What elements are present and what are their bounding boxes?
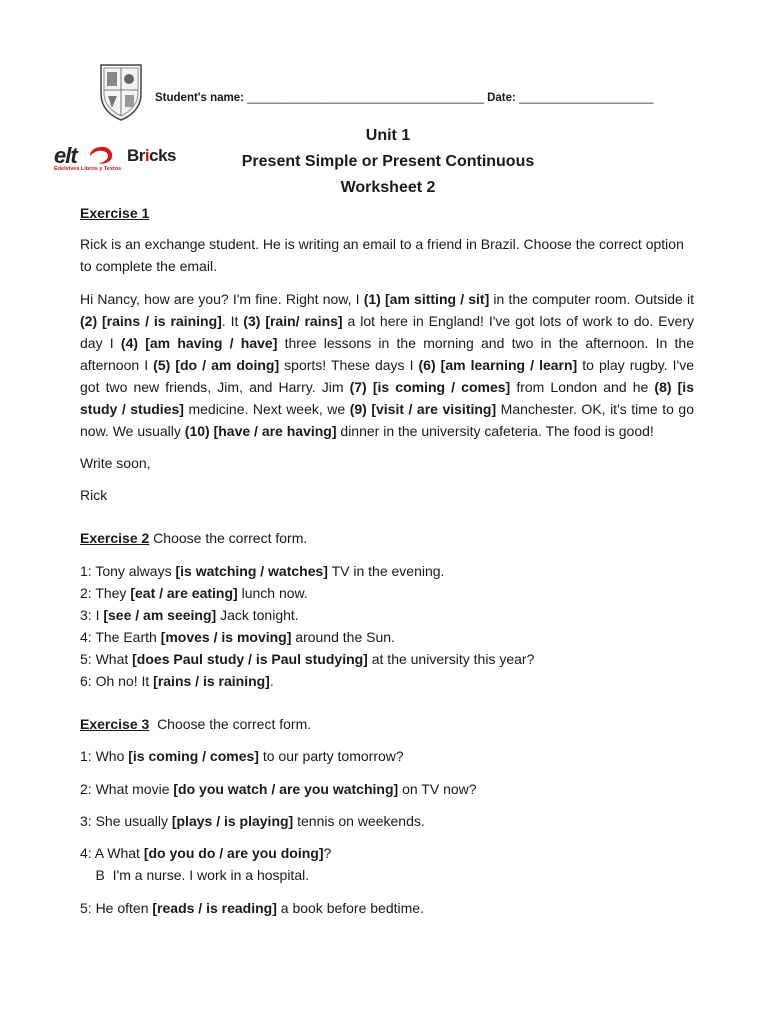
answer-option[interactable]: [moves / is moving] [160,629,292,645]
text-segment: TV in the evening. [327,563,445,579]
answer-option[interactable]: (1) [am sitting / sit] [363,291,490,307]
text-segment: 4: The Earth [80,629,161,645]
exercise-2-list [80,560,694,692]
exercise-2-item [80,560,694,582]
text-segment: at the university this year? [367,651,535,667]
topic-title: Present Simple or Present Continuous [241,153,535,170]
exercise-3-item-4a [80,842,694,864]
text-segment: sports! These days I [279,357,419,373]
text-segment: three lessons in the morning and two in the afternoon. In the afternoon I [80,335,694,373]
exercise-3-heading: Exercise 3 [80,716,150,732]
student-name-blank[interactable]: _____________________________________ [247,92,484,104]
text-segment: medicine. Next week, we [183,401,350,417]
text-segment: 6: Oh no! It [80,673,154,689]
exercise-2-heading: Exercise 2 [80,530,150,546]
answer-option[interactable]: [rains / is raining] [153,673,270,689]
exercise-1-intro: Rick is an exchange student. He is writing an email to a friend in Brazil. Choose the correct option to complete the email. [80,236,684,274]
answer-option[interactable]: (3) [rain/ rains] [243,313,343,329]
bricks-logo-part1: Br [127,146,145,165]
text-segment: in the computer room. Outside it [489,291,694,307]
exercise-3-item-3 [80,810,694,832]
text-segment: to play rugby. I've got two new friends, Jim, and Harry. Jim [80,357,694,395]
answer-option[interactable]: (9) [visit / are visiting] [349,401,497,417]
text-segment: dinner in the university cafeteria. The food is good! [336,423,654,439]
text-segment: around the Sun. [291,629,395,645]
exercise-1-heading: Exercise 1 [80,205,150,221]
exercise-2-item [80,582,694,604]
bricks-logo-i: i [144,146,150,165]
exercise-1-email [80,288,694,442]
answer-option[interactable]: (2) [rains / is raining] [80,313,222,329]
text-segment: Hi Nancy, how are you? I'm fine. Right now, I [80,291,364,307]
text-segment: 1: Tony always [80,563,176,579]
text-segment: 3: I [80,607,104,623]
answer-option[interactable]: (10) [have / are having] [184,423,337,439]
text-segment: 3: She usually [80,813,172,829]
text-segment: 2: They [80,585,131,601]
student-info-line [155,92,653,104]
exercise-2-item [80,626,694,648]
answer-option[interactable]: [do you watch / are you watching] [173,781,399,797]
answer-option[interactable]: [see / am seeing] [103,607,217,623]
elt-logo-word: elt [54,143,77,168]
text-segment: to our party tomorrow? [258,748,404,764]
elt-logo-subtitle: Edelvives Libros y Textos [54,166,122,172]
text-segment: a lot here in England! I've got lots of work to do. Every day I [80,313,694,351]
exercise-2-heading-row [80,527,694,549]
email-closing: Write soon, [80,455,151,471]
exercise-2-instruction: Choose the correct form. [149,530,308,546]
unit-title: Unit 1 [365,127,411,144]
text-segment: 5: He often [80,900,153,916]
answer-option[interactable]: (6) [am learning / learn] [418,357,578,373]
answer-option[interactable]: [is coming / comes] [128,748,259,764]
answer-option[interactable]: (8) [is study / studies] [80,379,694,417]
text-segment: from London and he [510,379,655,395]
text-segment: B I'm a nurse. I work in a hospital. [80,867,310,883]
bricks-logo-part2: cks [149,146,177,165]
answer-option[interactable]: (5) [do / am doing] [153,357,280,373]
answer-option[interactable]: (4) [am having / have] [120,335,278,351]
text-segment: 4: A What [80,845,144,861]
text-segment: 5: What [80,651,133,667]
exercise-3-instruction: Choose the correct form. [149,716,312,732]
answer-option[interactable]: (7) [is coming / comes] [349,379,511,395]
date-blank[interactable]: _____________________ [519,92,654,104]
text-segment: . It [221,313,244,329]
text-segment: Jack tonight. [216,607,299,623]
exercise-2-item [80,670,694,692]
answer-option[interactable]: [does Paul study / is Paul studying] [132,651,368,667]
answer-option[interactable]: [eat / are eating] [130,585,238,601]
email-signature: Rick [80,487,108,503]
answer-option[interactable]: [is watching / watches] [175,563,328,579]
exercise-2-item [80,648,694,670]
date-label: Date: [487,92,516,104]
school-crest-logo [98,62,144,122]
exercise-2-item [80,604,694,626]
exercise-3-item-4b [80,864,694,886]
text-segment: a book before bedtime. [276,900,424,916]
exercise-3-item-5 [80,897,694,919]
text-segment: tennis on weekends. [293,813,425,829]
exercise-3-item-2 [80,778,694,800]
text-segment: . [269,673,274,689]
text-segment: 2: What movie [80,781,174,797]
exercise-3-item-1 [80,745,694,767]
text-segment: on TV now? [398,781,477,797]
worksheet-title: Worksheet 2 [340,179,436,196]
answer-option[interactable]: [do you do / are you doing] [143,845,324,861]
text-segment: lunch now. [237,585,308,601]
student-name-label: Student's name: [155,92,244,104]
text-segment: Manchester. OK, it's time to go now. We usually [80,401,694,439]
answer-option[interactable]: [plays / is playing] [171,813,294,829]
exercise-3-heading-row [80,713,694,735]
text-segment: ? [323,845,332,861]
answer-option[interactable]: [reads / is reading] [152,900,277,916]
text-segment: 1: Who [80,748,129,764]
